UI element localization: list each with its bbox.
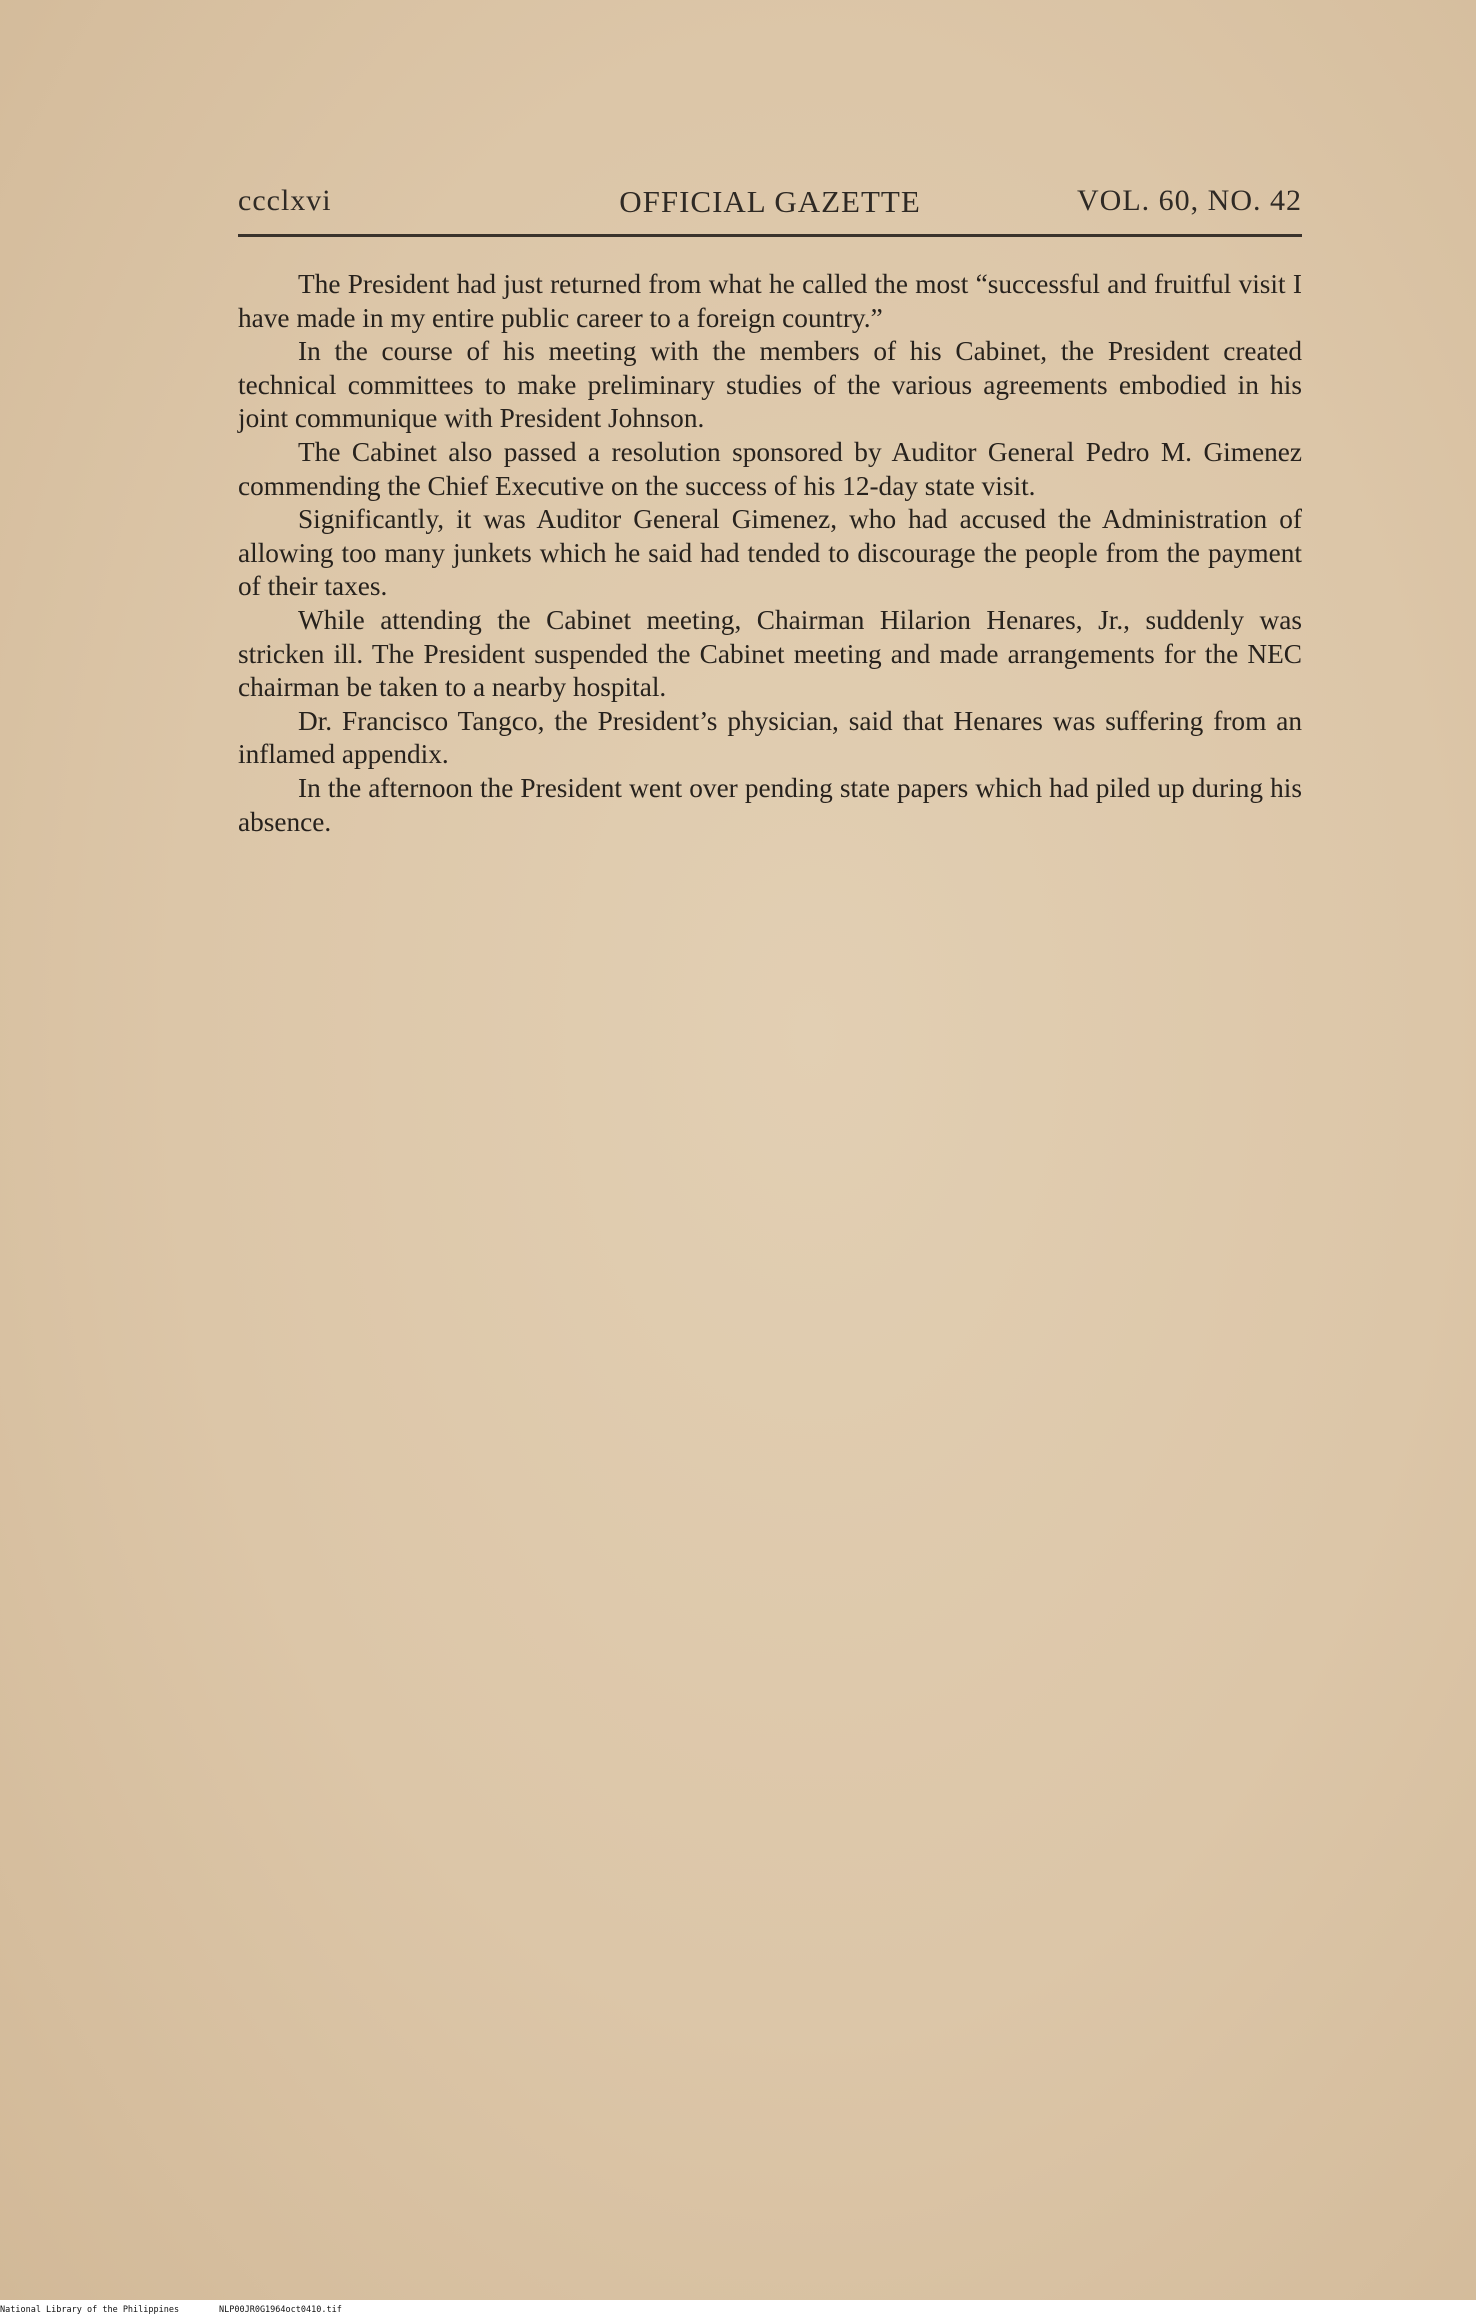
- scan-filename: NLP00JR0G1964oct0410.tif: [219, 2305, 342, 2315]
- scan-footer: [0, 2300, 1476, 2321]
- paragraph: While attending the Cabinet meeting, Chairman Hilarion Henares, Jr., suddenly was stricken ill. The President suspended the Cabinet meeting and made arrangements for the NEC chairman be taken to a nearby hospital.: [238, 604, 1302, 703]
- library-credit: National Library of the Philippines: [0, 2305, 180, 2315]
- paragraph: In the afternoon the President went over pending state papers which had piled up during his absence.: [238, 772, 1302, 837]
- header-rule: [238, 234, 1302, 237]
- paragraph: The Cabinet also passed a resolution sponsored by Auditor General Pedro M. Gimenez commending the Chief Executive on the success of his 12-day state visit.: [238, 436, 1302, 501]
- publication-title: OFFICIAL GAZETTE: [619, 184, 921, 219]
- article-body: [238, 268, 1302, 839]
- volume-number: VOL. 60, NO. 42: [1077, 184, 1302, 217]
- paragraph: Dr. Francisco Tangco, the President’s physician, said that Henares was suffering from an inflamed appendix.: [238, 705, 1302, 770]
- running-header: [238, 180, 1302, 224]
- paragraph: In the course of his meeting with the members of his Cabinet, the President created technical committees to make preliminary studies of the various agreements embodied in his joint communique with President Johnson.: [238, 336, 1302, 434]
- paragraph: The President had just returned from what he called the most “successful and fruitful visit I have made in my entire public career to a foreign country.”: [238, 269, 1302, 333]
- page-number: ccclxvi: [238, 184, 332, 217]
- paragraph: Significantly, it was Auditor General Gimenez, who had accused the Administration of allowing too many junkets which he said had tended to discourage the people from the payment of their taxes.: [238, 504, 1302, 602]
